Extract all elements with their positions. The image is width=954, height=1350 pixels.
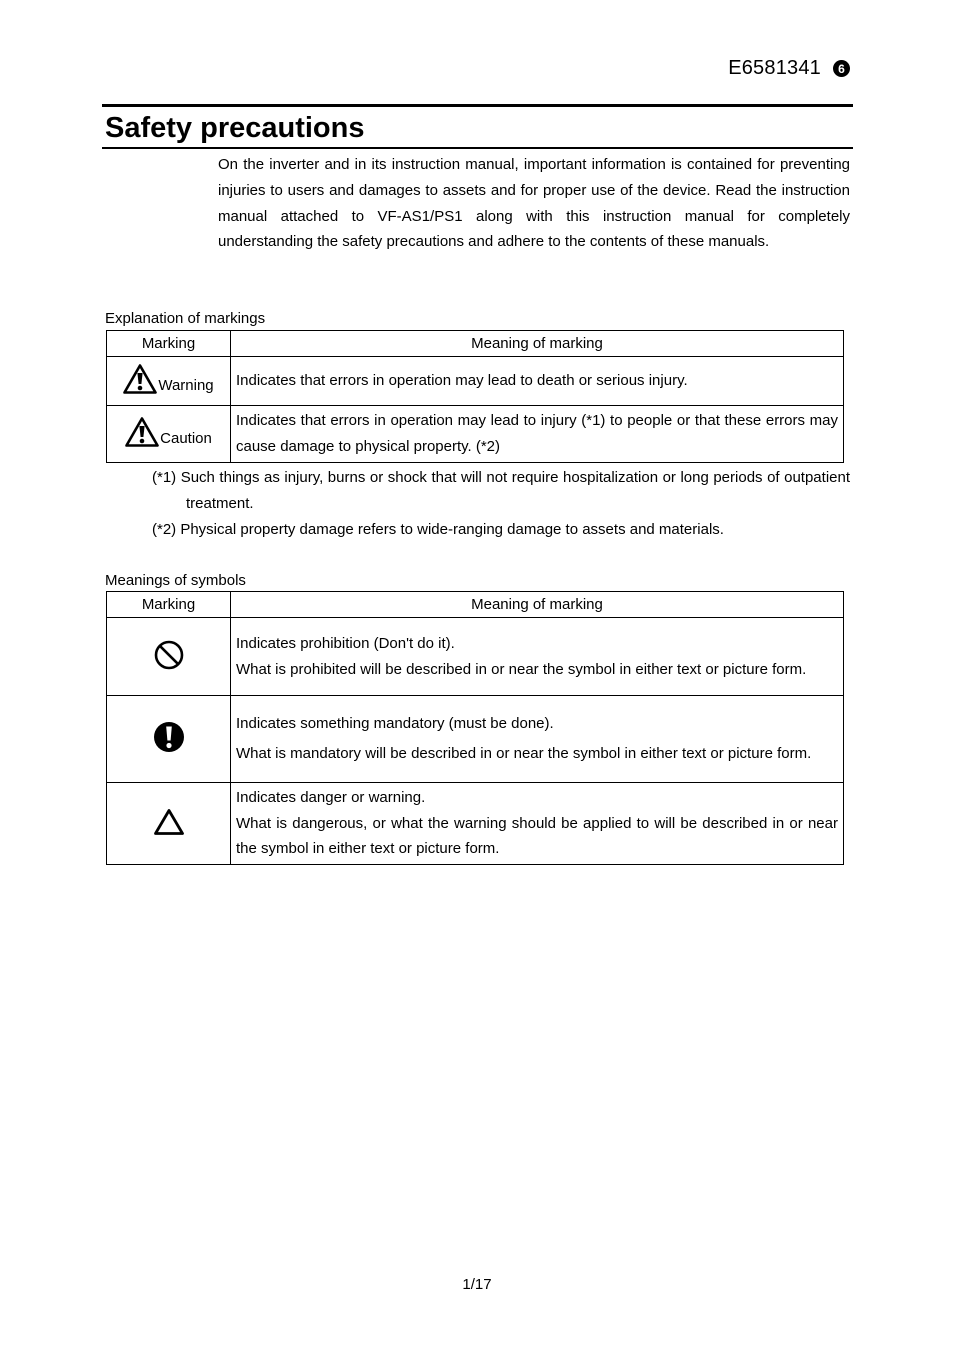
markings-col-marking: Marking bbox=[107, 331, 231, 357]
intro-paragraph: On the inverter and in its instruction manual, important information is contained for preventing injuries to users and damages to assets and for proper use of the device. Read the instruction manual attached to VF-AS1/PS1 along with this instruction manual for completely understanding the safety precautions and adhere to the contents of these manuals. bbox=[218, 156, 850, 251]
table-row bbox=[107, 406, 844, 463]
prohibition-icon bbox=[153, 639, 185, 671]
caution-label: Caution bbox=[160, 430, 212, 447]
warning-triangle-icon bbox=[123, 364, 157, 394]
prohibition-mark-cell bbox=[107, 618, 231, 696]
symbols-table bbox=[106, 591, 844, 865]
document-id bbox=[728, 57, 850, 80]
table-row bbox=[107, 357, 844, 406]
markings-col-meaning: Meaning of marking bbox=[231, 331, 844, 357]
caution-mark bbox=[125, 417, 212, 447]
page-number: 1/17 bbox=[462, 1276, 492, 1293]
warning-mark bbox=[123, 364, 213, 394]
mandatory-icon bbox=[153, 721, 185, 753]
title-rule-top bbox=[102, 104, 853, 107]
markings-header-row bbox=[107, 331, 844, 357]
table-row bbox=[107, 783, 844, 865]
warning-mark-cell bbox=[107, 357, 231, 406]
mandatory-meaning bbox=[231, 696, 844, 783]
footnote-1: (*1) Such things as injury, burns or shock that will not require hospitalization or long periods of outpatient treatment. bbox=[152, 469, 850, 512]
title-rule-bottom bbox=[102, 147, 853, 149]
symbols-col-marking: Marking bbox=[107, 592, 231, 618]
symbols-col-meaning: Meaning of marking bbox=[231, 592, 844, 618]
footnote-2: (*2) Physical property damage refers to wide-ranging damage to assets and materials. bbox=[152, 520, 724, 538]
caution-meaning: Indicates that errors in operation may lead to injury (*1) to people or that these errors may cause damage to physical property. (*2) bbox=[231, 406, 844, 463]
warning-meaning: Indicates that errors in operation may lead to death or serious injury. bbox=[231, 357, 844, 406]
caution-mark-cell bbox=[107, 406, 231, 463]
danger-meaning bbox=[231, 783, 844, 865]
markings-heading: Explanation of markings bbox=[105, 310, 266, 327]
mandatory-mark-cell bbox=[107, 696, 231, 783]
page-title: Safety precautions bbox=[105, 112, 365, 144]
symbols-heading: Meanings of symbols bbox=[105, 572, 246, 589]
danger-line-2: What is dangerous, or what the warning should be applied to will be described in or near the symbol in either text or picture form. bbox=[236, 814, 838, 858]
document-number: E6581341 bbox=[728, 57, 821, 79]
footnotes bbox=[152, 465, 850, 542]
prohibition-meaning bbox=[231, 618, 844, 696]
mandatory-line-2: What is mandatory will be described in or near the symbol in either text or picture form. bbox=[236, 745, 812, 762]
table-row bbox=[107, 618, 844, 696]
danger-mark-cell bbox=[107, 783, 231, 865]
markings-table bbox=[106, 330, 844, 463]
prohibition-line-1: Indicates prohibition (Don't do it). bbox=[236, 634, 455, 652]
mandatory-line-1: Indicates something mandatory (must be done). bbox=[236, 715, 554, 733]
caution-triangle-icon bbox=[125, 417, 159, 447]
danger-warning-icon bbox=[153, 808, 185, 836]
danger-line-1: Indicates danger or warning. bbox=[236, 788, 426, 806]
revision-badge: 6 bbox=[833, 60, 850, 77]
symbols-header-row bbox=[107, 592, 844, 618]
prohibition-line-2: What is prohibited will be described in or near the symbol in either text or picture form. bbox=[236, 660, 807, 678]
table-row bbox=[107, 696, 844, 783]
warning-label: Warning bbox=[158, 377, 214, 394]
